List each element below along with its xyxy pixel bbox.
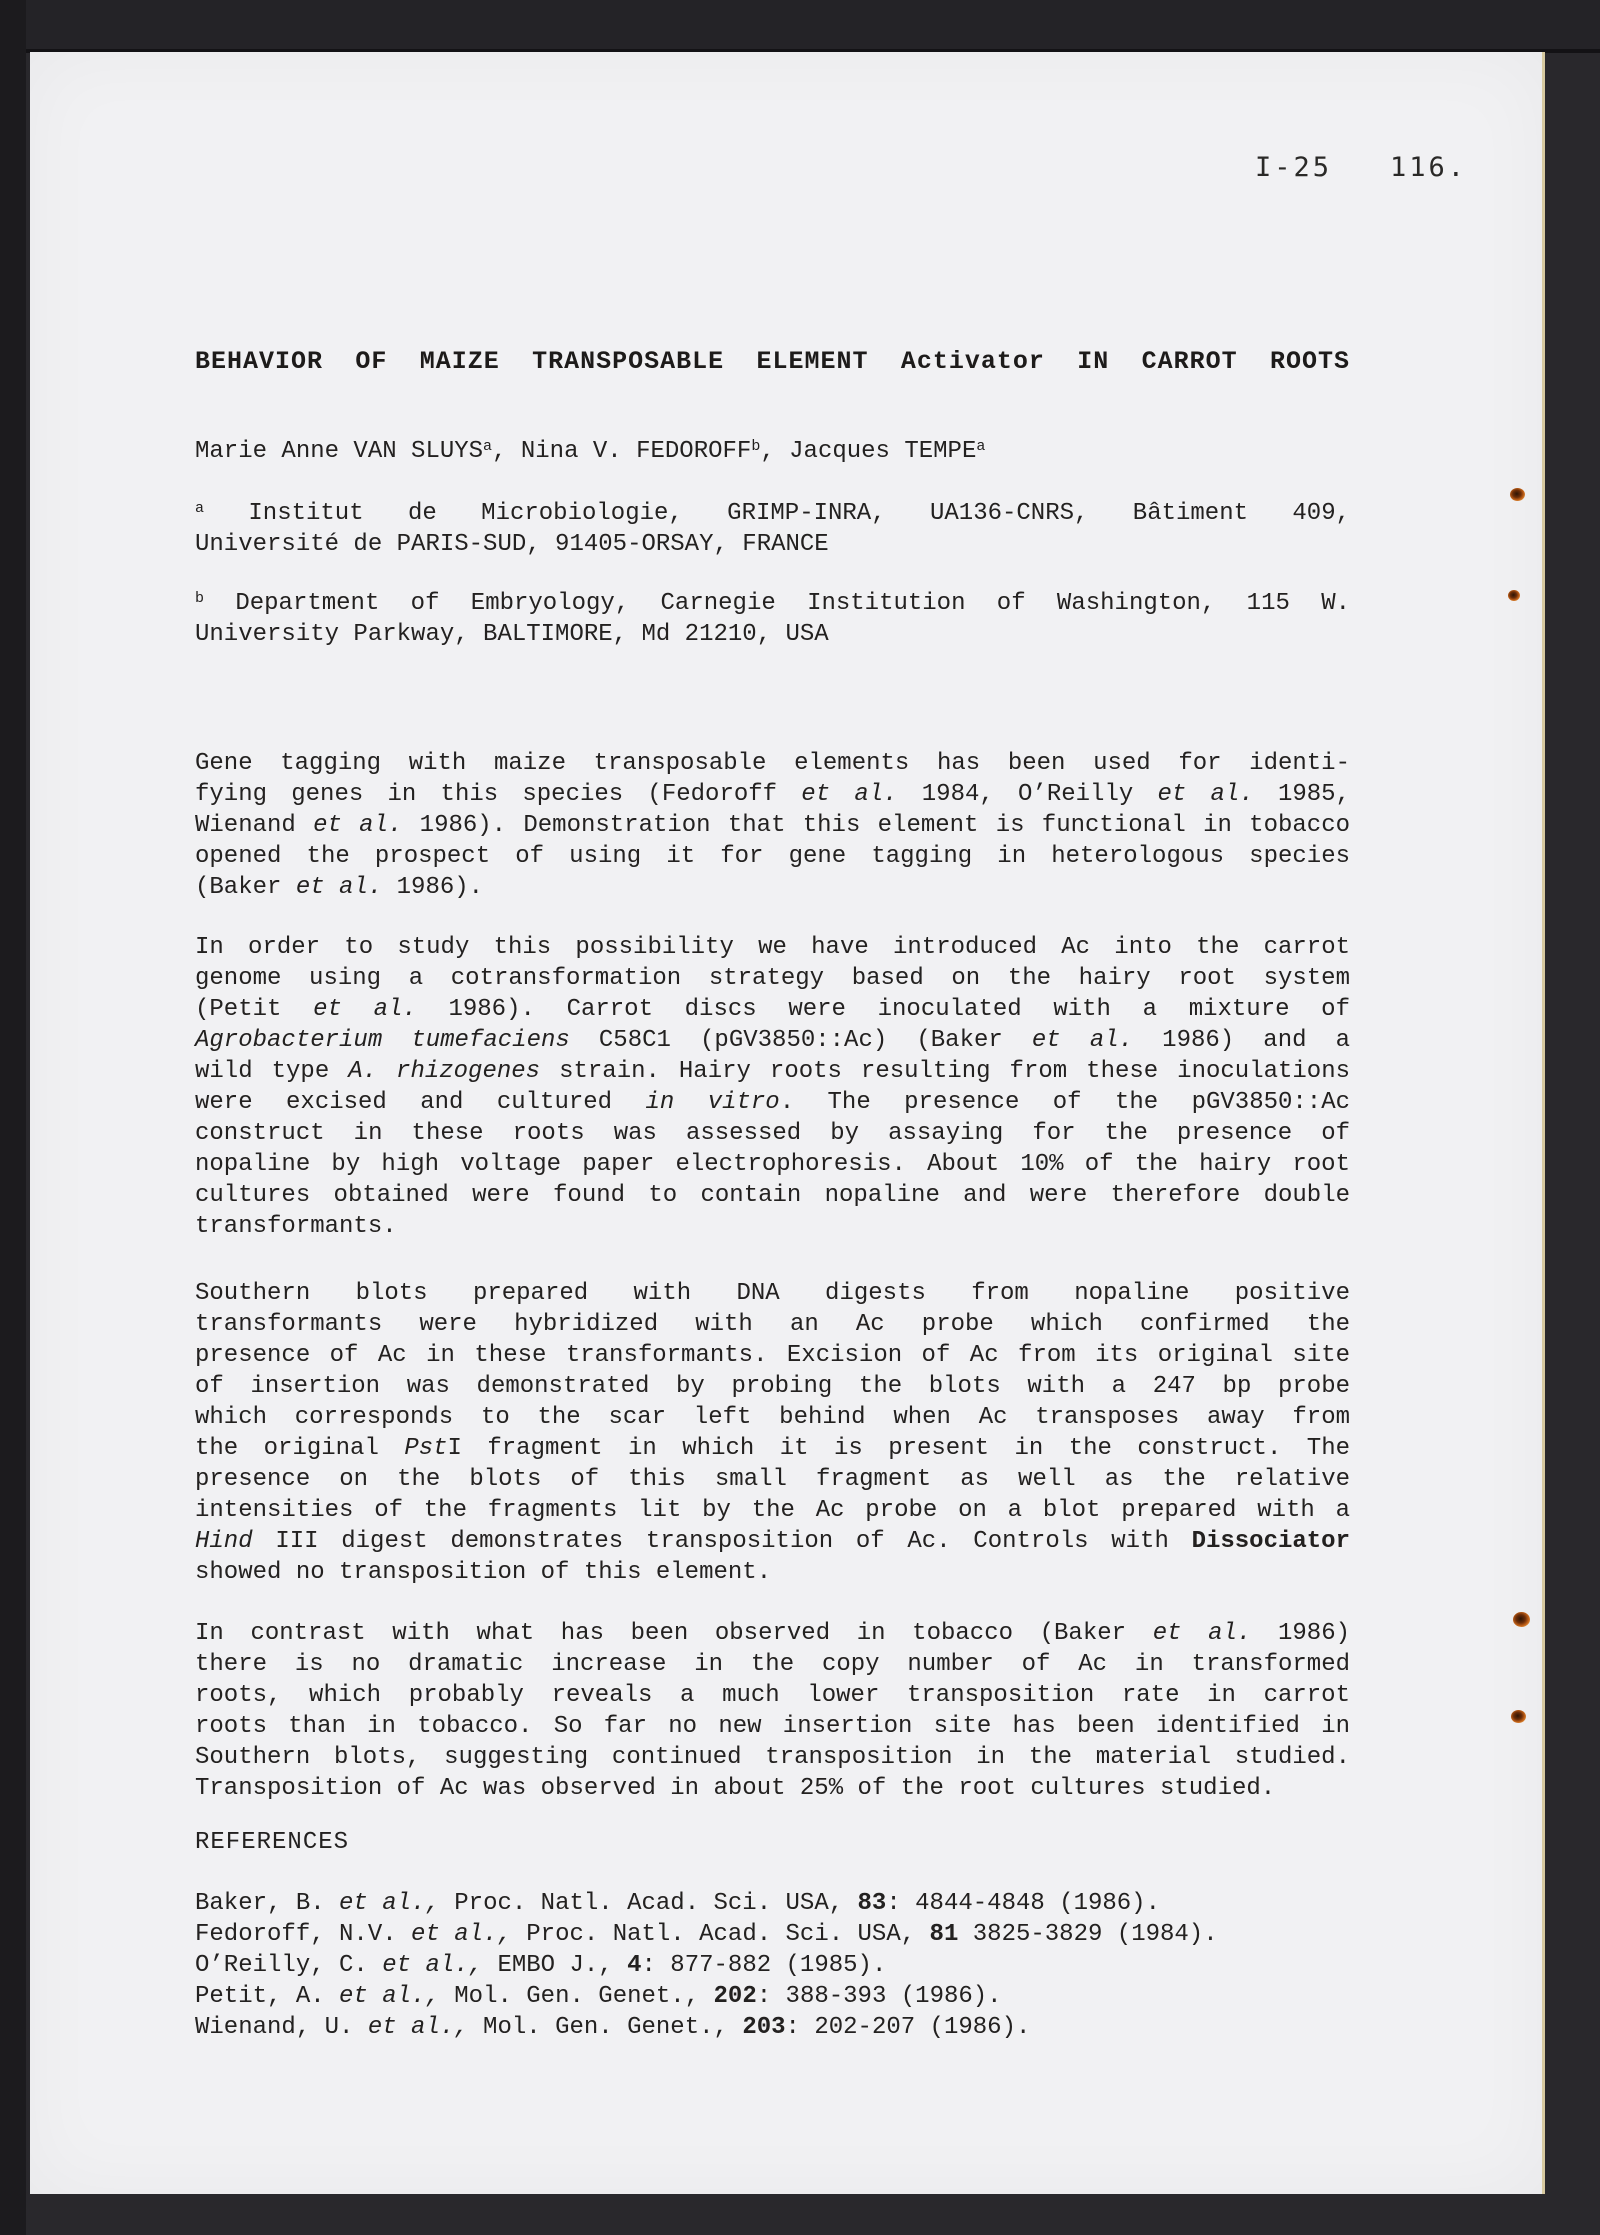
text-line: roots than in tobacco. So far no new insertion site has been identified in (195, 1713, 1350, 1740)
text-line: Southern blots prepared with DNA digests from nopaline positive (195, 1280, 1350, 1307)
text-line: cultures obtained were found to contain nopaline and were therefore double (195, 1182, 1350, 1209)
text-line: showed no transposition of this element. (195, 1559, 772, 1586)
text-line: Petit, A. et al., Mol. Gen. Genet., 202: 388-393 (1986). (195, 1983, 1002, 2010)
text-line: nopaline by high voltage paper electrophoresis. About 10% of the hairy root (195, 1151, 1350, 1178)
text-line: transformants were hybridized with an Ac probe which confirmed the (195, 1311, 1350, 1338)
page-header (1255, 152, 1467, 183)
text-line: genome using a cotransformation strategy based on the hairy root system (195, 965, 1350, 992)
abstract-paragraph-3 (195, 1278, 1350, 1588)
text-line: Fedoroff, N.V. et al., Proc. Natl. Acad. Sci. USA, 81 3825-3829 (1984). (195, 1921, 1218, 1948)
text-line: In order to study this possibility we have introduced Ac into the carrot (195, 934, 1350, 961)
text-line: Baker, B. et al., Proc. Natl. Acad. Sci. USA, 83: 4844-4848 (1986). (195, 1890, 1160, 1917)
abstract-paragraph-4 (195, 1618, 1350, 1804)
text-line: Hind III digest demonstrates transposition of Ac. Controls with Dissociator (195, 1528, 1350, 1555)
rust-spot (1513, 1612, 1530, 1627)
rust-spot (1508, 590, 1520, 601)
paper-title: BEHAVIOR OF MAIZE TRANSPOSABLE ELEMENT Activator IN CARROT ROOTS (195, 347, 1350, 376)
page-number: 116. (1390, 152, 1468, 183)
text-line: of insertion was demonstrated by probing the blots with a 247 bp probe (195, 1373, 1350, 1400)
backdrop-seam (0, 0, 1600, 53)
text-line: $^b$ Department of Embryology, Carnegie Institution of Washington, 115 W. (195, 590, 1350, 617)
text-line: In contrast with what has been observed in tobacco (Baker et al. 1986) (195, 1620, 1350, 1647)
text-line: (Petit et al. 1986). Carrot discs were inoculated with a mixture of (195, 996, 1350, 1023)
affiliation-a (195, 498, 1350, 560)
text-line: Université de PARIS-SUD, 91405-ORSAY, FRANCE (195, 531, 829, 558)
affiliation-b (195, 588, 1350, 650)
text-line: University Parkway, BALTIMORE, Md 21210, USA (195, 621, 829, 648)
text-line: presence on the blots of this small fragment as well as the relative (195, 1466, 1350, 1493)
text-line: the original PstI fragment in which it is present in the construct. The (195, 1435, 1350, 1462)
references-heading: REFERENCES (195, 1829, 350, 1856)
text-line: $^a$ Institut de Microbiologie, GRIMP-INRA, UA136-CNRS, Bâtiment 409, (195, 500, 1350, 527)
document-page (30, 52, 1545, 2194)
text-line: transformants. (195, 1213, 397, 1240)
text-line: Wienand et al. 1986). Demonstration that this element is functional in tobacco (195, 812, 1351, 839)
text-line: there is no dramatic increase in the copy number of Ac in transformed (195, 1651, 1350, 1678)
text-line: O’Reilly, C. et al., EMBO J., 4: 877-882 (1985). (195, 1952, 887, 1979)
text-line: intensities of the fragments lit by the Ac probe on a blot prepared with a (195, 1497, 1350, 1524)
backdrop-left-strip (0, 0, 26, 2235)
text-line: Agrobacterium tumefaciens C58C1 (pGV3850::Ac) (Baker et al. 1986) and a (195, 1027, 1351, 1054)
text-line: Wienand, U. et al., Mol. Gen. Genet., 203: 202-207 (1986). (195, 2014, 1031, 2041)
abstract-paragraph-2 (195, 932, 1350, 1242)
text-line: construct in these roots was assessed by assaying for the presence of (195, 1120, 1350, 1147)
abstract-paragraph-1 (195, 748, 1350, 903)
text-line: Southern blots, suggesting continued transposition in the material studied. (195, 1744, 1350, 1771)
text-line: (Baker et al. 1986). (195, 874, 484, 901)
session-code: I-25 (1255, 152, 1333, 183)
text-line: fying genes in this species (Fedoroff et al. 1984, O’Reilly et al. 1985, (195, 781, 1350, 808)
text-line: roots, which probably reveals a much lower transposition rate in carrot (195, 1682, 1350, 1709)
authors-line: Marie Anne VAN SLUYS$^a$, Nina V. FEDOROFF$^b$, Jacques TEMPE$^a$ (195, 438, 986, 465)
rust-spot (1511, 1710, 1526, 1723)
text-line: Gene tagging with maize transposable elements has been used for identi- (195, 750, 1350, 777)
text-line: Transposition of Ac was observed in about 25% of the root cultures studied. (195, 1775, 1276, 1802)
rust-spot (1510, 488, 1525, 501)
references-list (195, 1888, 1350, 2043)
text-line: presence of Ac in these transformants. Excision of Ac from its original site (195, 1342, 1350, 1369)
text-line: were excised and cultured in vitro. The presence of the pGV3850::Ac (195, 1089, 1351, 1116)
text-line: wild type A. rhizogenes strain. Hairy roots resulting from these inoculations (195, 1058, 1351, 1085)
text-line: opened the prospect of using it for gene tagging in heterologous species (195, 843, 1350, 870)
text-line: which corresponds to the scar left behind when Ac transposes away from (195, 1404, 1350, 1431)
